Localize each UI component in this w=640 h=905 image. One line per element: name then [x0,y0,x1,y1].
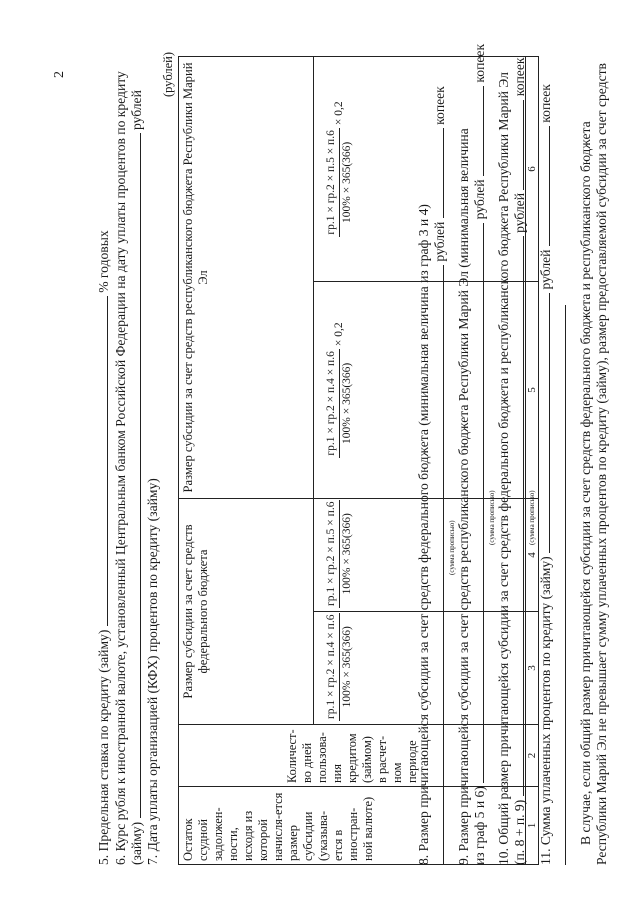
col5-denominator: 100% × 365(366) [341,362,353,444]
line-8-rub: рублей [432,221,447,262]
line-6: 6. Курс рубля к иностранной валюте, установленный Центральным банком Российской Федерации на дату уплаты процентов по кредиту [113,71,128,865]
line-9 [456,55,472,865]
line-6-suffix: рублей [129,90,144,131]
line-9-label-2: из граф 5 и 6) [472,786,487,865]
col5-multiplier: × 0,2 [333,322,345,347]
line-11-rub: рублей [538,249,553,290]
republic-header: Размер субсидии за счет средств республиканского бюджета Республики Марий Эл [179,57,314,499]
line-8-amount [432,86,448,865]
line-8: 8. Размер причитающейся субсидии за счет средств федерального бюджета (минимальная величина из граф 3 и 4) [416,204,431,865]
col5-numerator: гр.1 × гр.2 × п.4 × п.6 [324,349,340,457]
line-8-blank [432,265,444,865]
federal-header: Размер субсидии за счет средств федерального бюджета [179,499,314,725]
col6-multiplier: × 0,2 [333,101,345,126]
line-9-kop: копеек [472,43,487,83]
line-8-kop: копеек [432,86,447,125]
line-10-cont [512,58,528,865]
line-10-label-2: (п. 8 + п. 9) [512,799,527,865]
line-10: 10. Общий размер причитающейся субсидии за счет средств федерального бюджета и республиканского бюджета Республики Марий Эл [496,72,511,865]
line-8-caption: (сумма прописью) [448,520,456,575]
line-9-label: 9. Размер причитающейся субсидии за счет средств республиканского бюджета Республики Марий Эл (минимальная величина [456,128,471,865]
line-9-cont [472,44,488,865]
line-8-kop-blank [432,128,444,218]
line-5-label: 5. Предельная ставка по кредиту (займу) [96,629,111,865]
col-number-2: 2 [526,725,539,787]
line-5-blank [96,296,108,626]
line-11-amount-blank [554,305,566,865]
table-unit: (рублей) [161,51,175,97]
line-10-kop: копеек [512,57,527,97]
col3-denominator: 100% × 365(366) [341,626,353,708]
line-11-kop: копеек [538,84,553,123]
col2-header: Количест-во дней пользова-ния кредитом (займом) в расчет-ном периоде [179,725,526,787]
line-7: 7. Дата уплаты организацией (КФХ) процентов по кредиту (займу) [145,478,160,865]
col-number-4: 4 [526,499,539,612]
line-5-suffix: % годовых [96,230,111,293]
line-10-rub: рублей [512,193,527,233]
line-11 [538,84,554,865]
line-10-caption: (сумма прописью) [528,490,536,545]
col6-numerator: гр.1 × гр.2 × п.5 × п.6 [324,128,340,236]
col4-numerator: гр.1 × гр.2 × п.5 × п.6 [324,500,340,608]
line-9-blank [472,223,484,783]
line-6-cont [129,90,145,865]
line-5 [96,230,112,865]
line-10-blank [512,236,524,796]
line-11-blank [538,293,550,553]
line-11-amount [554,305,570,865]
line-9-kop-blank [472,86,484,176]
col-number-1: 1 [526,787,539,865]
line-9-caption: (сумма прописью) [488,490,496,545]
line-11-kop-blank [538,126,550,246]
final-paragraph-line-1: В случае, если общий размер причитающейся субсидии за счет средств федерального бюджета и республиканского бюджета [578,121,593,845]
page-number: 2 [52,71,67,78]
col-number-5: 5 [526,282,539,499]
col3-numerator: гр.1 × гр.2 × п.4 × п.6 [324,613,340,721]
col4-denominator: 100% × 365(366) [341,513,353,595]
line-11-label: 11. Сумма уплаченных процентов по кредиту (займу) [538,556,553,865]
line-6-blank [129,133,141,818]
col1-header: Остаток ссудной задолжен-ности, исходя из которой начисля-ется размер субсидии (указыва-ется в иностран-ной валюте) [179,787,526,865]
col6-denominator: 100% × 365(366) [341,141,353,223]
line-10-kop-blank [512,100,524,190]
line-9-rub: рублей [472,179,487,220]
col-number-3: 3 [526,612,539,725]
final-paragraph-line-2: Республики Марий Эл не превышает сумму уплаченных процентов по кредиту (займу), размер предоставляемой субсидии за счет средств [594,63,609,865]
col-number-6: 6 [526,57,539,282]
line-6-label-2: (займу) [129,821,144,865]
